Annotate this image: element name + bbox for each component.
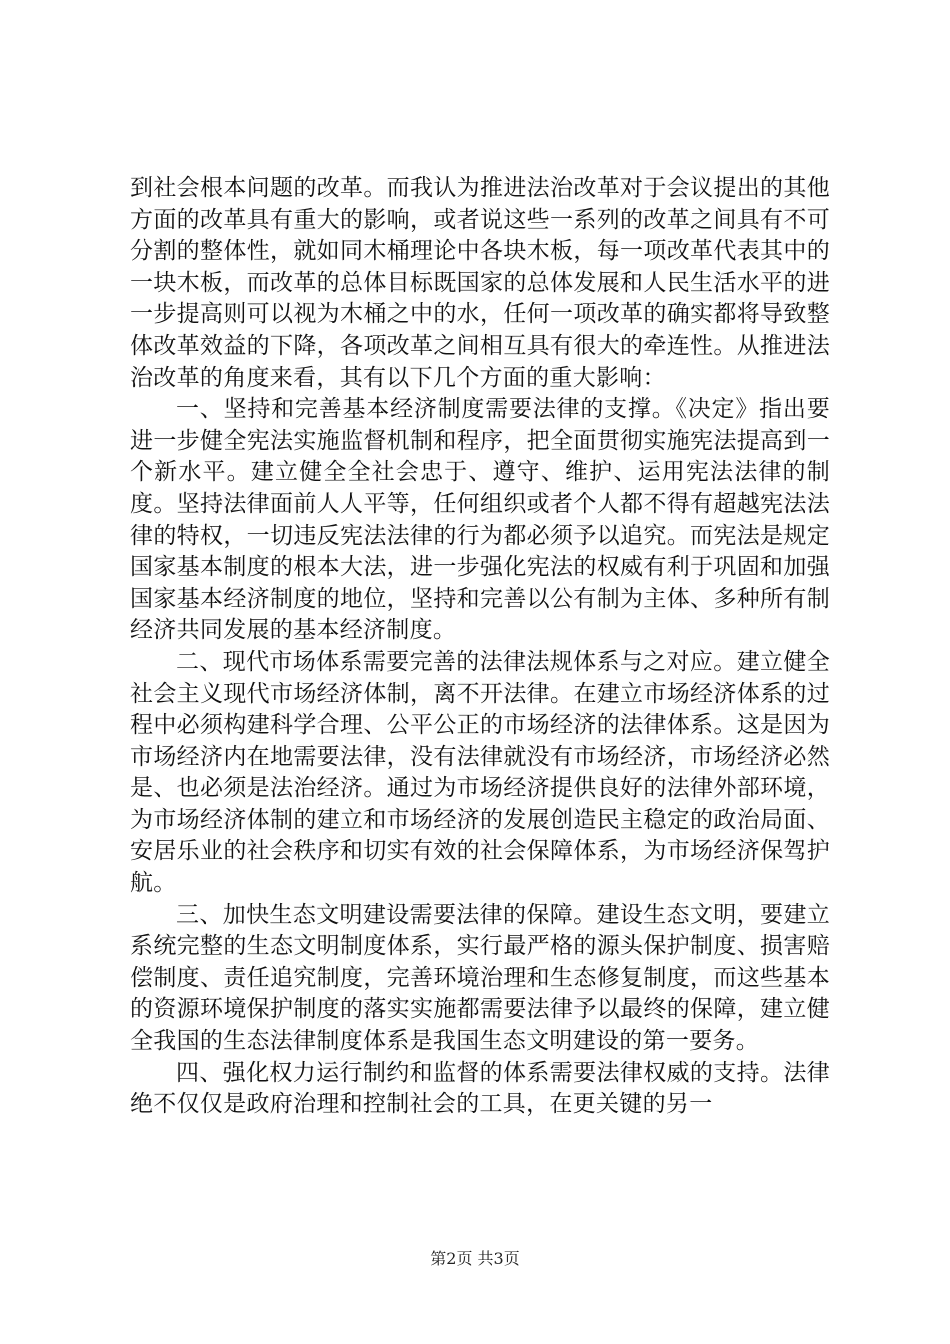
paragraph-point-3: 三、加快生态文明建设需要法律的保障。建设生态文明，要建立系统完整的生态文明制度体系，实行最严格的源头保护制度、损害赔偿制度、责任追究制度，完善环境治理和生态修复制度，而这些基本的资源环境保护制度的落实实施都需要法律予以最终的保障，建立健全我国的生态法律制度体系是我国生态文明建设的第一要务。: [130, 901, 830, 1055]
paragraph-point-4: 四、强化权力运行制约和监督的体系需要法律权威的支持。法律绝不仅仅是政府治理和控制社会的工具，在更关键的另一: [130, 1059, 830, 1118]
page-footer: 第2页 共3页: [430, 1249, 520, 1268]
paragraph-intro: 到社会根本问题的改革。而我认为推进法治改革对于会议提出的其他方面的改革具有重大的影响，或者说这些一系列的改革之间具有不可分割的整体性，就如同木桶理论中各块木板，每一项改革代表其中的一块木板，而改革的总体目标既国家的总体发展和人民生活水平的进一步提高则可以视为木桶之中的水，任何一项改革的确实都将导致整体改革效益的下降，各项改革之间相互具有很大的牵连性。从推进法治改革的角度来看，其有以下几个方面的重大影响：: [130, 175, 830, 391]
body-text: [130, 173, 830, 1121]
paragraph-point-1: 一、坚持和完善基本经济制度需要法律的支撑。《决定》指出要进一步健全宪法实施监督机制和程序，把全面贯彻实施宪法提高到一个新水平。建立健全全社会忠于、遵守、维护、运用宪法法律的制度。坚持法律面前人人平等，任何组织或者个人都不得有超越宪法法律的特权，一切违反宪法法律的行为都必须予以追究。而宪法是规定国家基本制度的根本大法，进一步强化宪法的权威有利于巩固和加强国家基本经济制度的地位，坚持和完善以公有制为主体、多种所有制经济共同发展的基本经济制度。: [130, 396, 830, 644]
paragraph-point-2: 二、现代市场体系需要完善的法律法规体系与之对应。建立健全社会主义现代市场经济体制，离不开法律。在建立市场经济体系的过程中必须构建科学合理、公平公正的市场经济的法律体系。这是因为市场经济内在地需要法律，没有法律就没有市场经济，市场经济必然是、也必须是法治经济。通过为市场经济提供良好的法律外部环境，为市场经济体制的建立和市场经济的发展创造民主稳定的政治局面、安居乐业的社会秩序和切实有效的社会保障体系，为市场经济保驾护航。: [130, 648, 830, 897]
